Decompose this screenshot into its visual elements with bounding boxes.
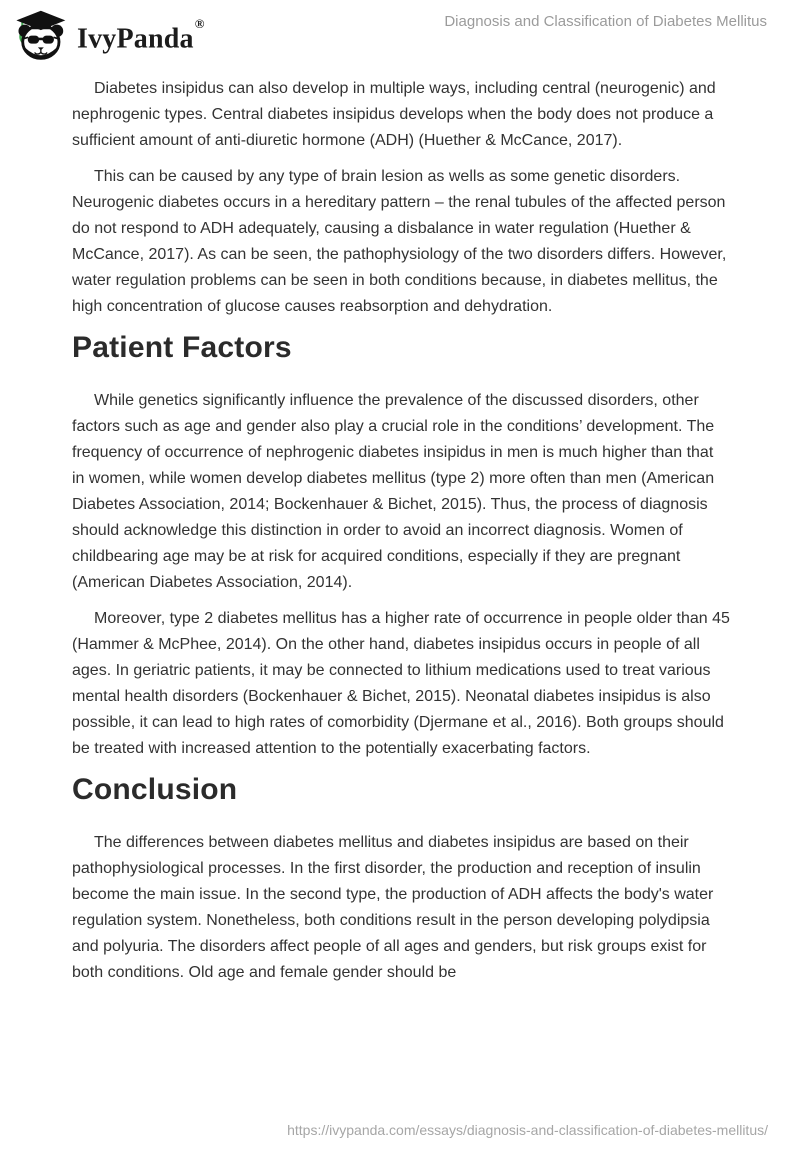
document-title: Diagnosis and Classification of Diabetes Mellitus [444, 13, 767, 30]
brand-logo[interactable] [13, 4, 204, 68]
section-heading-patient-factors: Patient Factors [72, 331, 292, 364]
paragraph-diabetes-insipidus-types: Diabetes insipidus can also develop in multiple ways, including central (neurogenic) and nephrogenic types. Central diabetes insipidus develops when the body does not produce a sufficient amount of anti-diuretic hormone (ADH) (Huether & McCance, 2017). [72, 80, 716, 149]
registered-trademark: ® [194, 16, 205, 31]
paragraph-brain-lesion-causes: This can be caused by any type of brain lesion as wells as some genetic disorders. Neurogenic diabetes occurs in a hereditary pattern – the renal tubules of the affected person do not respond to ADH adequately, causing a disbalance in water regulation (Huether & McCance, 2017). As can be seen, the pathophysiology of the two disorders differs. However, water regulation problems can be seen in both conditions because, in diabetes mellitus, the high concentration of glucose causes reabsorption and dehydration. [72, 168, 727, 315]
paragraph-age-risk-groups: Moreover, type 2 diabetes mellitus has a higher rate of occurrence in people older than 45 (Hammer & McPhee, 2014). On the other hand, diabetes insipidus occurs in people of all ages. In geriatric patients, it may be connected to lithium medications used to treat various mental health disorders (Bockenhauer & Bichet, 2015). Neonatal diabetes insipidus is also possible, it can lead to high rates of comorbidity (Djermane et al., 2016). Both groups should be treated with increased attention to the potentially exacerbating factors. [72, 610, 730, 757]
brand-name: IvyPanda® [77, 16, 205, 55]
paragraph-conclusion: The differences between diabetes mellitus and diabetes insipidus are based on their pathophysiological processes. In the first disorder, the production and reception of insulin become the main issue. In the second type, the production of ADH affects the body's water regulation system. Nonetheless, both conditions result in the person developing polydipsia and polyuria. The disorders affect people of all ages and genders, but risk groups exist for both conditions. Old age and female gender should be [72, 834, 714, 981]
source-url[interactable]: https://ivypanda.com/essays/diagnosis-and-classification-of-diabetes-mellitus/ [287, 1122, 768, 1138]
page-header [0, 0, 800, 66]
paragraph-genetics-age-gender: While genetics significantly influence the prevalence of the discussed disorders, other factors such as age and gender also play a crucial role in the conditions’ development. The frequency of occurrence of nephrogenic diabetes insipidus in men is much higher than that in women, while women develop diabetes mellitus (type 2) more often than men (American Diabetes Association, 2014; Bockenhauer & Bichet, 2015). Thus, the process of diagnosis should acknowledge this distinction in order to avoid an incorrect diagnosis. Women of childbearing age may be at risk for acquired conditions, especially if they are pregnant (American Diabetes Association, 2014). [72, 392, 715, 591]
essay-body [0, 66, 800, 986]
panda-graduate-icon [13, 7, 67, 65]
section-heading-conclusion: Conclusion [72, 773, 238, 806]
